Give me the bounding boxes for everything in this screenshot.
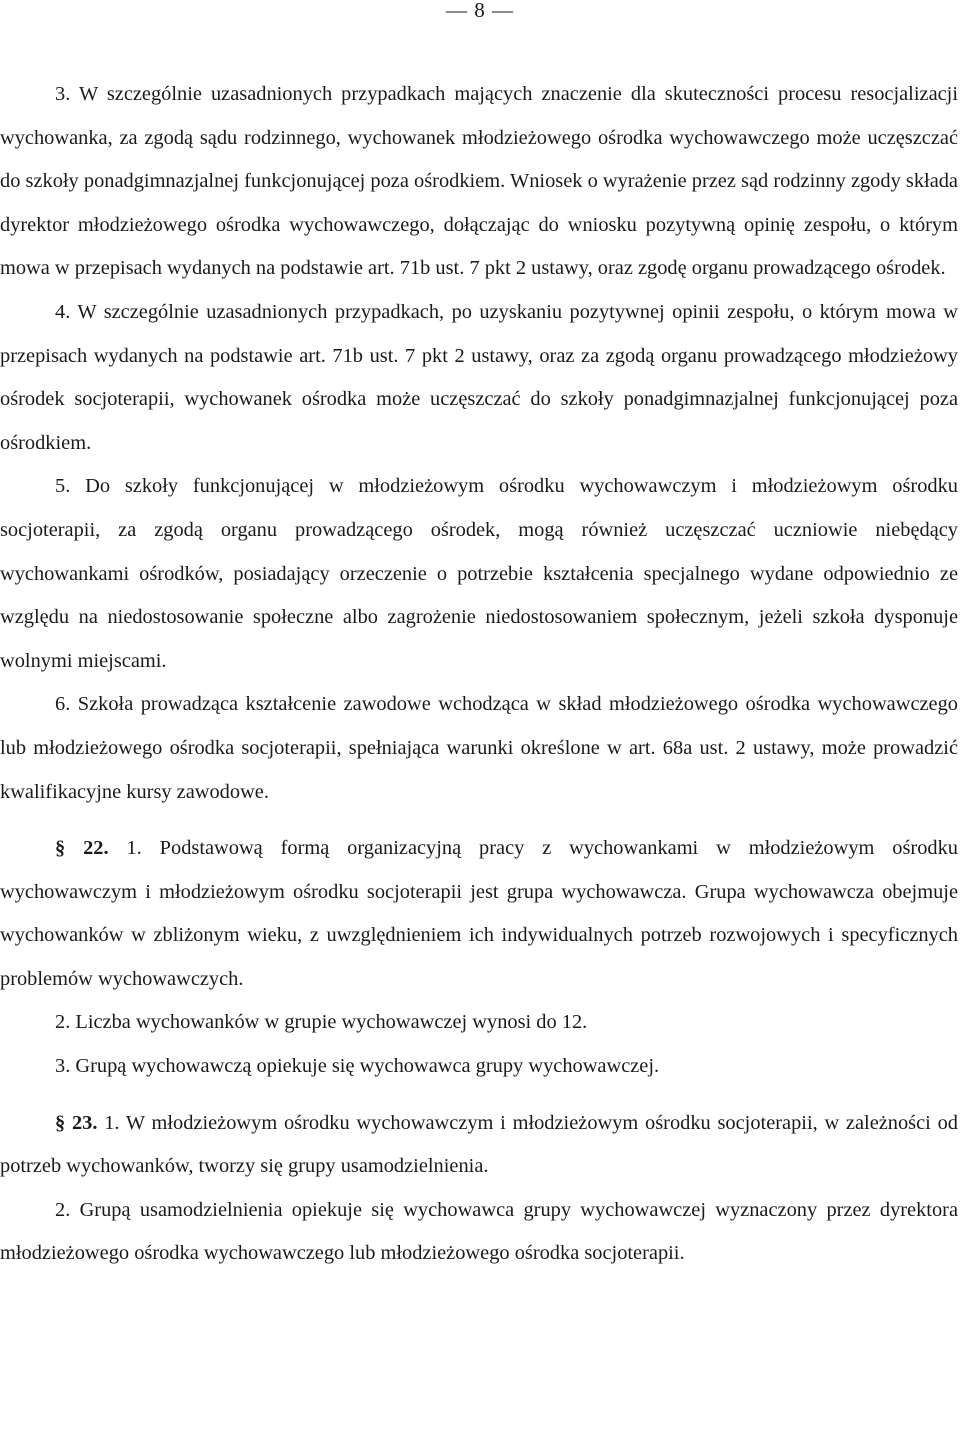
section-22-point-1: [0, 827, 958, 1001]
section-22-number: 22.: [83, 837, 109, 860]
paragraph-6: 6. Szkoła prowadząca kształcenie zawodowe wchodząca w skład młodzieżowego ośrodka wychowawczego lub młodzieżowego ośrodka socjoterapii, spełniająca warunki określone w art. 68a ust. 2 ustawy, może prowadzić kwalifikacyjne kursy zawodowe.: [0, 693, 958, 803]
section-22-mark: §: [55, 837, 66, 860]
page-number: — 8 —: [446, 0, 514, 22]
section-23-number: 23.: [71, 1111, 98, 1134]
section-23-point-1: [0, 1102, 958, 1189]
section-22-point-3: 3. Grupą wychowawczą opiekuje się wychowawca grupy wychowawczej.: [55, 1055, 660, 1078]
section-22-point-1-text: 1. Podstawową formą organizacyjną pracy z wychowankami w młodzieżowym ośrodku wychowawczym i młodzieżowym ośrodku socjoterapii jest grupa wychowawcza. Grupa wychowawcza obejmuje wychowanków w zbliżonym wieku, z uwzględnieniem ich indywidualnych potrzeb rozwojowych i specyficznych problemów wychowawczych.: [0, 837, 958, 990]
section-23-point-1-text: 1. W młodzieżowym ośrodku wychowawczym i młodzieżowym ośrodku socjoterapii, w zależności od potrzeb wychowanków, tworzy się grupy usamodzielnienia.: [0, 1111, 958, 1178]
paragraph-3: 3. W szczególnie uzasadnionych przypadkach mających znaczenie dla skuteczności procesu resocjalizacji wychowanka, za zgodą sądu rodzinnego, wychowanek młodzieżowego ośrodka wychowawczego może uczęszczać do szkoły ponadgimnazjalnej funkcjonującej poza ośrodkiem. Wniosek o wyrażenie przez sąd rodzinny zgody składa dyrektor młodzieżowego ośrodka wychowawczego, dołączając do wniosku pozytywną opinię zespołu, o którym mowa w przepisach wydanych na podstawie art. 71b ust. 7 pkt 2 ustawy, oraz zgodę organu prowadzącego ośrodek.: [0, 83, 958, 280]
paragraph-5: 5. Do szkoły funkcjonującej w młodzieżowym ośrodku wychowawczym i młodzieżowym ośrodku socjoterapii, za zgodą organu prowadzącego ośrodek, mogą również uczęszczać uczniowie niebędący wychowankami ośrodków, posiadający orzeczenie o potrzebie kształcenia specjalnego wydane odpowiednio ze względu na niedostosowanie społeczne albo zagrożenie niedostosowaniem społecznym, jeżeli szkoła dysponuje wolnymi miejscami.: [0, 475, 958, 672]
section-22-point-2: 2. Liczba wychowanków w grupie wychowawczej wynosi do 12.: [55, 1011, 588, 1034]
paragraph-4: 4. W szczególnie uzasadnionych przypadkach, po uzyskaniu pozytywnej opinii zespołu, o którym mowa w przepisach wydanych na podstawie art. 71b ust. 7 pkt 2 ustawy, oraz za zgodą organu prowadzącego młodzieżowy ośrodek socjoterapii, wychowanek ośrodka może uczęszczać do szkoły ponadgimnazjalnej funkcjonującej poza ośrodkiem.: [0, 300, 958, 454]
document-body: [0, 73, 958, 1276]
section-23-mark: §: [55, 1111, 66, 1134]
section-23-point-2: 2. Grupą usamodzielnienia opiekuje się wychowawca grupy wychowawczej wyznaczony przez dyrektora młodzieżowego ośrodka wychowawczego lub młodzieżowego ośrodka socjoterapii.: [0, 1198, 958, 1265]
